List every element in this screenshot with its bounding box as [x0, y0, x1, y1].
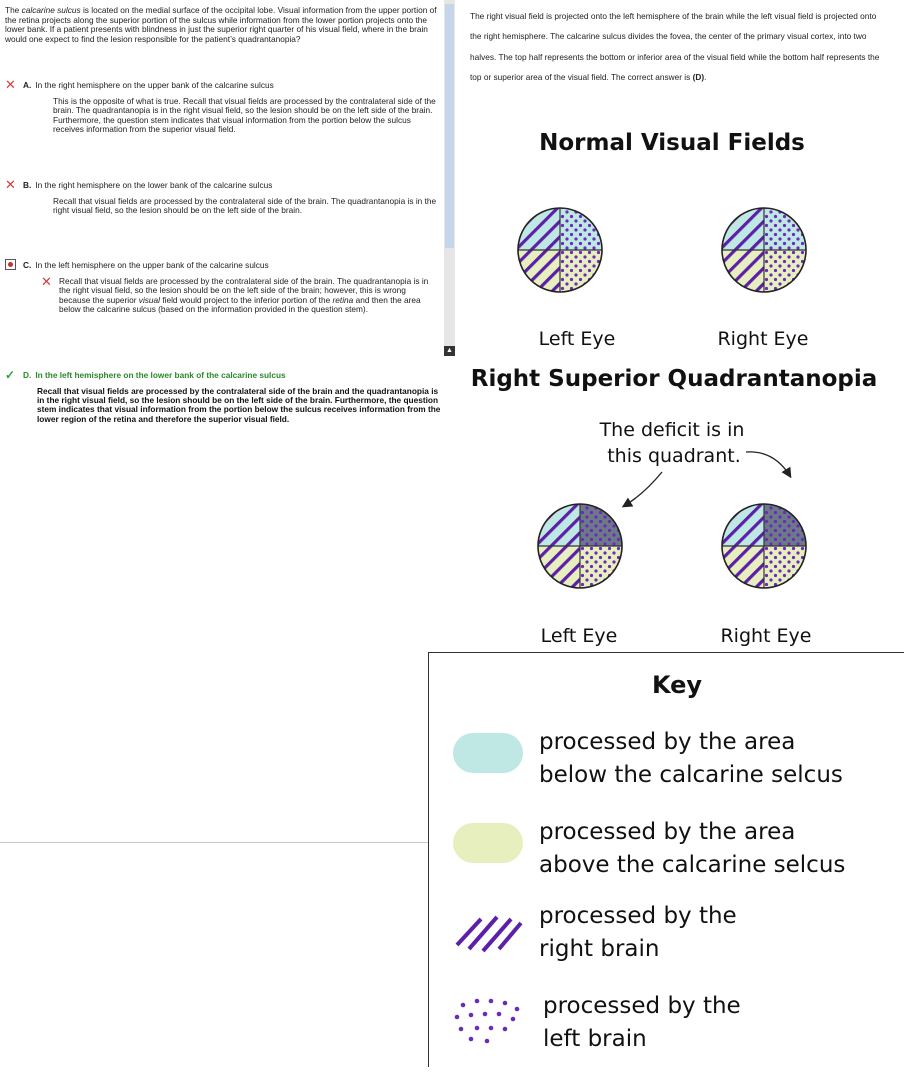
option-a-letter: A.: [23, 80, 32, 90]
normal-right-eye-circle: [722, 208, 806, 292]
option-b[interactable]: [5, 177, 439, 216]
key-item2-line1: processed by the area: [539, 819, 796, 845]
key-item1-line1: processed by the area: [539, 729, 796, 755]
normal-left-eye-label: Left Eye: [538, 328, 616, 350]
wrong-x-icon: ✕: [5, 77, 16, 92]
option-d[interactable]: [5, 370, 439, 424]
key-item2-line2: above the calcarine selcus: [539, 852, 846, 878]
key-title: Key: [651, 671, 703, 699]
key-item4-line1: processed by the: [543, 993, 741, 1019]
option-b-letter: B.: [23, 180, 32, 190]
option-c[interactable]: [5, 260, 439, 315]
divider: [0, 842, 428, 843]
option-a[interactable]: [5, 77, 439, 135]
correct-answer-label: (D): [692, 72, 705, 83]
deficit-note-line1: The deficit is in: [599, 419, 745, 441]
deficit-note-line2: this quadrant.: [607, 445, 741, 467]
scrollbar[interactable]: [444, 0, 455, 356]
normal-right-eye-label: Right Eye: [717, 328, 809, 350]
wrong-x-icon: ✕: [41, 274, 52, 289]
option-d-label: In the left hemisphere on the lower bank of the calcarine sulcus: [35, 370, 286, 380]
rsq-title: Right Superior Quadrantanopia: [470, 366, 878, 392]
checkmark-icon: ✓: [5, 368, 16, 382]
option-c-letter: C.: [23, 260, 32, 270]
question-panel: [0, 0, 444, 843]
option-b-explanation: Recall that visual fields are processed by the contralateral side of the brain. The quadrantanopia is in the right visual field, so the lesion should be on the left side of the brain.: [53, 196, 437, 216]
option-c-label: In the left hemisphere on the upper bank of the calcarine sulcus: [35, 260, 269, 270]
key-svg: [429, 653, 904, 1067]
key-swatch-stripes: [457, 917, 521, 951]
key-swatch-below: [453, 733, 523, 773]
rsq-right-eye-circle: [722, 504, 806, 588]
radio-selected-icon[interactable]: [5, 259, 16, 270]
deficit-arrow-right: [746, 452, 790, 476]
deficit-arrow-left: [624, 472, 662, 506]
option-b-label: In the right hemisphere on the lower bank of the calcarine sulcus: [35, 180, 273, 190]
option-a-explanation: This is the opposite of what is true. Recall that visual fields are processed by the contralateral side of the brain. The quadrantanopia is in the right visual field, so the lesion should be on the left side of the brain. Furthermore, the question stem indicates that visual information from the portion below the sulcus receives information from the superior visual field.: [53, 96, 436, 135]
option-d-explanation: Recall that visual fields are processed by the contralateral side of the brain and the quadrantanopia is in the right visual field, so the lesion should be on the left side of the brain. Furthermore, the question stem indicates that visual information from the portion below the sulcus receives information from the lower region of the retina and therefore the superior visual field.: [37, 386, 441, 424]
scroll-up-arrow-icon[interactable]: ▲: [444, 346, 455, 356]
key-swatch-above: [453, 823, 523, 863]
key-swatch-dots: [455, 999, 520, 1044]
normal-fields-title: Normal Visual Fields: [539, 130, 805, 156]
normal-left-eye-circle: [518, 208, 602, 292]
option-a-label: In the right hemisphere on the upper bank of the calcarine sulcus: [35, 80, 274, 90]
option-c-explanation: Recall that visual fields are processed by the contralateral side of the brain. The quadrantanopia is in the right visual field, so the lesion should be on the left side of the brain; however, this is wrong because the superior visual field would project to the inferior portion of the retina and then the area below the calcarine sulcus (based on the information provided in the question stem).: [59, 276, 429, 315]
emphasis-calcarine: calcarine sulcus: [21, 5, 81, 15]
scrollbar-thumb[interactable]: [445, 4, 454, 248]
key-item3-line2: right brain: [539, 936, 660, 962]
key-item1-line2: below the calcarine selcus: [539, 762, 843, 788]
key-panel: [428, 652, 904, 1067]
rsq-left-eye-label: Left Eye: [540, 625, 618, 647]
rsq-left-eye-circle: [538, 504, 622, 588]
key-item3-line1: processed by the: [539, 903, 737, 929]
question-stem: The calcarine sulcus is located on the medial surface of the occipital lobe. Visual information from the upper portion of the retina projects along the superior portion of the sulcus while information from the lower portion projects onto the lower bank. If a patient presents with blindness in just the superior right quarter of his visual field, where in the brain would one expect to find the lesion responsible for the patient’s quadrantanopia?: [5, 5, 437, 44]
option-d-letter: D.: [23, 370, 32, 380]
wrong-x-icon: ✕: [5, 177, 16, 192]
key-item4-line2: left brain: [543, 1026, 647, 1052]
answer-explanation: The right visual field is projected onto the left hemisphere of the brain while the left visual field is projected onto the right hemisphere. The calcarine sulcus divides the fovea, the center of the primary visual cortex, into two halves. The top half represents the bottom or inferior area of the visual field while the bottom half represents the top or superior area of the visual field. The correct answer is (D).: [470, 11, 880, 83]
rsq-right-eye-label: Right Eye: [720, 625, 812, 647]
visual-fields-figure: [456, 118, 904, 652]
